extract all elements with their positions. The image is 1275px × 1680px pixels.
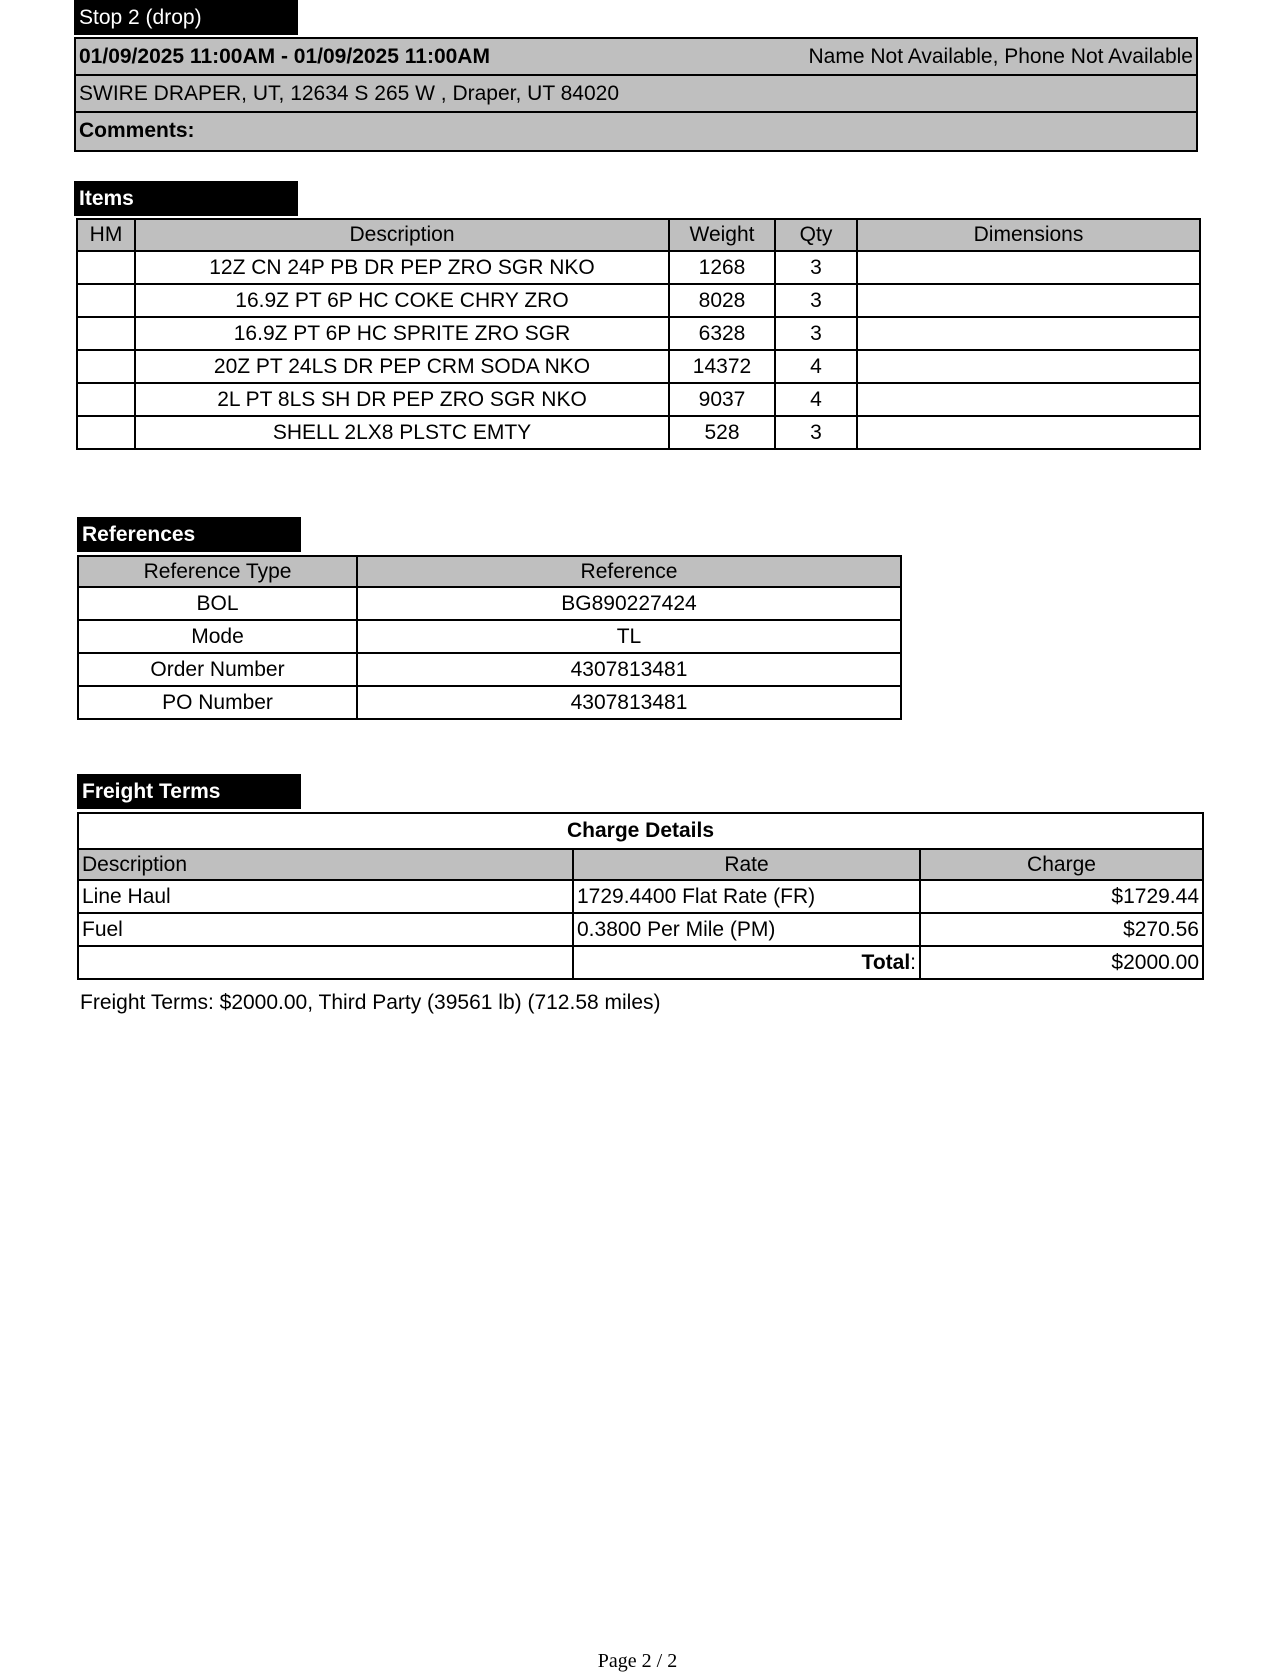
- charge-rate: 0.3800 Per Mile (PM): [573, 913, 920, 946]
- charge-description: Line Haul: [78, 880, 573, 913]
- item-qty: 3: [775, 416, 857, 449]
- stop-header: Stop 2 (drop): [74, 0, 298, 35]
- item-qty: 3: [775, 317, 857, 350]
- items-col-qty: Qty: [775, 219, 857, 251]
- stop-contact: Name Not Available, Phone Not Available: [808, 45, 1193, 68]
- stop-address-row: [76, 76, 1196, 113]
- table-row: [78, 587, 901, 620]
- item-weight: 8028: [669, 284, 775, 317]
- item-dimensions: [857, 317, 1200, 350]
- page-number: Page 2 / 2: [597, 1650, 678, 1672]
- items-col-dimensions: Dimensions: [857, 219, 1200, 251]
- stop-details: [74, 37, 1198, 152]
- item-hm: [77, 350, 135, 383]
- table-row: [78, 620, 901, 653]
- charge-total-value: $2000.00: [920, 946, 1203, 979]
- table-row: [78, 686, 901, 719]
- reference-value: TL: [357, 620, 901, 653]
- references-header: References: [77, 517, 301, 552]
- item-hm: [77, 284, 135, 317]
- charge-details-table: [77, 812, 1204, 980]
- table-row: [78, 653, 901, 686]
- item-description: 12Z CN 24P PB DR PEP ZRO SGR NKO: [135, 251, 669, 284]
- charge-col-rate: Rate: [573, 849, 920, 880]
- table-row: [77, 317, 1200, 350]
- charge-rate: 1729.4400 Flat Rate (FR): [573, 880, 920, 913]
- stop-comments-label: Comments:: [79, 119, 195, 142]
- item-dimensions: [857, 350, 1200, 383]
- reference-value: 4307813481: [357, 686, 901, 719]
- stop-datetime: 01/09/2025 11:00AM - 01/09/2025 11:00AM: [79, 45, 490, 68]
- references-col-reference: Reference: [357, 556, 901, 587]
- item-qty: 3: [775, 251, 857, 284]
- item-dimensions: [857, 284, 1200, 317]
- item-weight: 1268: [669, 251, 775, 284]
- item-weight: 14372: [669, 350, 775, 383]
- item-qty: 4: [775, 383, 857, 416]
- item-qty: 3: [775, 284, 857, 317]
- charge-amount: $270.56: [920, 913, 1203, 946]
- reference-type: Order Number: [78, 653, 357, 686]
- table-row: [77, 251, 1200, 284]
- freight-terms-header: Freight Terms: [77, 774, 301, 809]
- reference-value: BG890227424: [357, 587, 901, 620]
- item-weight: 528: [669, 416, 775, 449]
- table-row: [77, 284, 1200, 317]
- charge-col-description: Description: [78, 849, 573, 880]
- item-description: 20Z PT 24LS DR PEP CRM SODA NKO: [135, 350, 669, 383]
- freight-terms-note: Freight Terms: $2000.00, Third Party (39561 lb) (712.58 miles): [80, 991, 661, 1014]
- items-col-weight: Weight: [669, 219, 775, 251]
- reference-type: PO Number: [78, 686, 357, 719]
- references-table: [77, 555, 902, 720]
- item-dimensions: [857, 251, 1200, 284]
- table-row: [77, 350, 1200, 383]
- items-table: [76, 218, 1201, 450]
- items-header-row: [77, 219, 1200, 251]
- item-description: 16.9Z PT 6P HC COKE CHRY ZRO: [135, 284, 669, 317]
- item-dimensions: [857, 416, 1200, 449]
- table-row: [78, 880, 1203, 913]
- charge-description: Fuel: [78, 913, 573, 946]
- item-hm: [77, 317, 135, 350]
- item-qty: 4: [775, 350, 857, 383]
- charge-total-empty: [78, 946, 573, 979]
- item-weight: 9037: [669, 383, 775, 416]
- item-description: 16.9Z PT 6P HC SPRITE ZRO SGR: [135, 317, 669, 350]
- item-description: 2L PT 8LS SH DR PEP ZRO SGR NKO: [135, 383, 669, 416]
- charge-total-row: [78, 946, 1203, 979]
- item-description: SHELL 2LX8 PLSTC EMTY: [135, 416, 669, 449]
- item-hm: [77, 416, 135, 449]
- items-col-description: Description: [135, 219, 669, 251]
- reference-type: BOL: [78, 587, 357, 620]
- item-hm: [77, 251, 135, 284]
- item-hm: [77, 383, 135, 416]
- charge-details-header-row: [78, 849, 1203, 880]
- table-row: [77, 383, 1200, 416]
- stop-comments-row: [76, 113, 1196, 150]
- charge-amount: $1729.44: [920, 880, 1203, 913]
- charge-col-charge: Charge: [920, 849, 1203, 880]
- reference-value: 4307813481: [357, 653, 901, 686]
- charge-total-label: Total: [861, 950, 911, 974]
- items-col-hm: HM: [77, 219, 135, 251]
- reference-type: Mode: [78, 620, 357, 653]
- charge-details-title-row: [78, 813, 1203, 849]
- table-row: [77, 416, 1200, 449]
- references-header-row: [78, 556, 901, 587]
- references-col-type: Reference Type: [78, 556, 357, 587]
- charge-total-label-cell: Total:: [573, 946, 920, 979]
- stop-address: SWIRE DRAPER, UT, 12634 S 265 W , Draper, UT 84020: [79, 82, 620, 105]
- stop-datetime-row: [76, 39, 1196, 76]
- table-row: [78, 913, 1203, 946]
- charge-details-title: Charge Details: [78, 813, 1203, 849]
- items-header: Items: [74, 181, 298, 216]
- item-dimensions: [857, 383, 1200, 416]
- item-weight: 6328: [669, 317, 775, 350]
